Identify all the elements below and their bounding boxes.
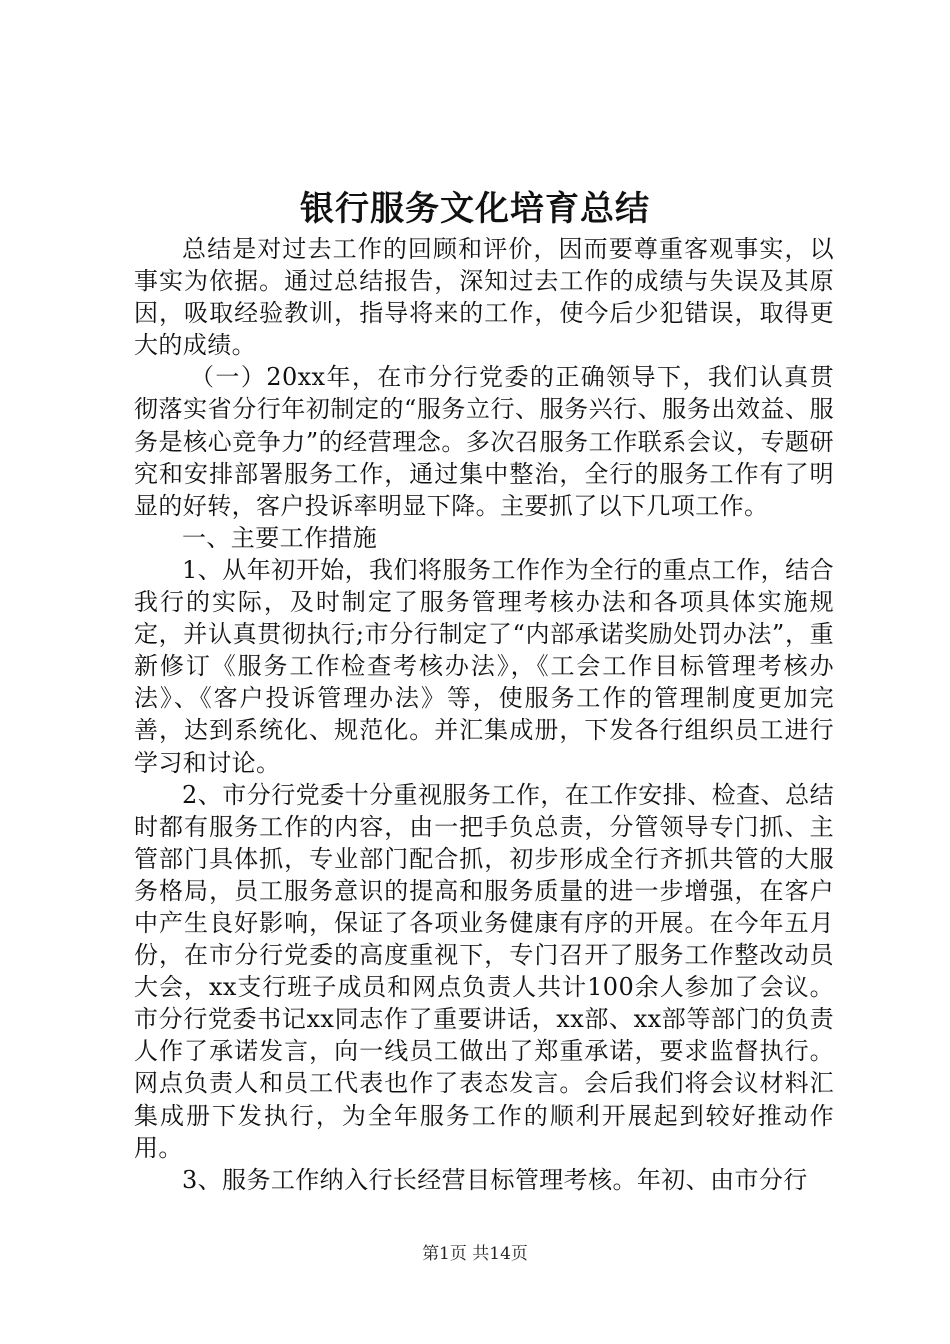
paragraph-item-1: 1、从年初开始，我们将服务工作作为全行的重点工作，结合我行的实际，及时制定了服务管理考核办法和各项具体实施规定，并认真贯彻执行;市分行制定了“内部承诺奖励处罚办法”，重新修订《服务工作检查考核办法》，《工会工作目标管理考核办法》、《客户投诉管理办法》等，使服务工作的管理制度更加完善，达到系统化、规范化。并汇集成册，下发各行组织员工进行学习和讨论。: [134, 555, 834, 777]
page-number-footer: 第1页 共14页: [422, 1244, 528, 1264]
paragraph-item-2: 2、市分行党委十分重视服务工作，在工作安排、检查、总结时都有服务工作的内容，由一把手负总责，分管领导专门抓、主管部门具体抓，专业部门配合抓，初步形成全行齐抓共管的大服务格局，员工服务意识的提高和服务质量的进一步增强，在客户中产生良好影响，保证了各项业务健康有序的开展。在今年五月份，在市分行党委的高度重视下，专门召开了服务工作整改动员大会，xx支行班子成员和网点负责人共计100余人参加了会议。市分行党委书记xx同志作了重要讲话，xx部、xx部等部门的负责人作了承诺发言，向一线员工做出了郑重承诺，要求监督执行。网点负责人和员工代表也作了表态发言。会后我们将会议材料汇集成册下发执行，为全年服务工作的顺利开展起到较好推动作用。: [134, 780, 834, 1162]
document-body: [134, 233, 834, 1196]
paragraph-overview: （一）20xx年，在市分行党委的正确领导下，我们认真贯彻落实省分行年初制定的“服务立行、服务兴行、服务出效益、服务是核心竞争力”的经营理念。多次召服务工作联系会议，专题研究和安排部署服务工作，通过集中整治，全行的服务工作有了明显的好转，客户投诉率明显下降。主要抓了以下几项工作。: [134, 363, 834, 520]
paragraph-intro: 总结是对过去工作的回顾和评价，因而要尊重客观事实，以事实为依据。通过总结报告，深知过去工作的成绩与失误及其原因，吸取经验教训，指导将来的工作，使今后少犯错误，取得更大的成绩。: [134, 235, 834, 360]
section-heading: 一、主要工作措施: [182, 523, 378, 552]
paragraph-item-3: 3、服务工作纳入行长经营目标管理考核。年初、由市分行: [182, 1165, 808, 1194]
document-title: 银行服务文化培育总结: [300, 189, 650, 229]
